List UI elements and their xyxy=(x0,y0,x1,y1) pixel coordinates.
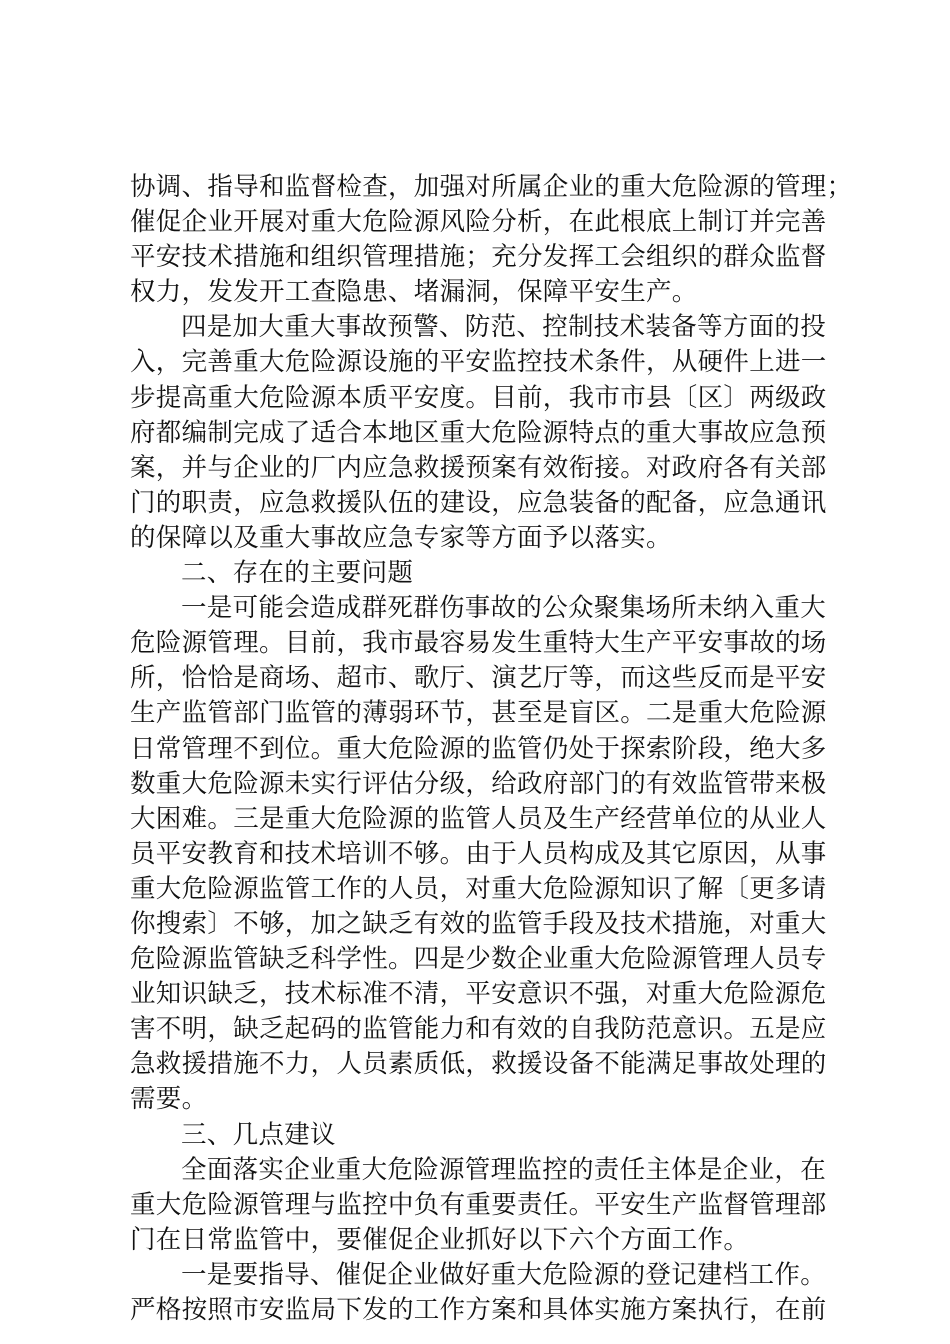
text-line: 全面落实企业重大危险源管理监控的责任主体是企业，在 xyxy=(181,1154,827,1185)
text-line: 协调、指导和监督检查，加强对所属企业的重大危险源的管理； xyxy=(130,172,853,202)
text-line: 数重大危险源未实行评估分级，给政府部门的有效监管带来极 xyxy=(130,768,827,799)
text-line: 急救援措施不力，人员素质低，救援设备不能满足事故处理的 xyxy=(130,1049,827,1080)
text-line: 重大危险源管理与监控中负有重要责任。平安生产监督管理部 xyxy=(130,1189,827,1220)
text-line: 催促企业开展对重大危险源风险分析，在此根底上制订并完善 xyxy=(130,207,827,238)
text-line: 日常管理不到位。重大危险源的监管仍处于探索阶段，绝大多 xyxy=(130,733,827,764)
text-line: 二、存在的主要问题 xyxy=(181,558,414,589)
text-line: 一是可能会造成群死群伤事故的公众聚集场所未纳入重大 xyxy=(181,593,827,624)
text-line: 一是要指导、催促企业做好重大危险源的登记建档工作。 xyxy=(181,1259,827,1290)
text-line: 府都编制完成了适合本地区重大危险源特点的重大事故应急预 xyxy=(130,417,827,448)
text-line: 危险源监管缺乏科学性。四是少数企业重大危险源管理人员专 xyxy=(130,944,827,975)
text-line: 你搜索〕不够，加之缺乏有效的监管手段及技术措施，对重大 xyxy=(130,908,827,939)
text-line: 需要。 xyxy=(130,1084,208,1115)
text-line: 四是加大重大事故预警、防范、控制技术装备等方面的投 xyxy=(181,312,827,343)
text-line: 害不明，缺乏起码的监管能力和有效的自我防范意识。五是应 xyxy=(130,1014,827,1045)
text-line: 员平安教育和技术培训不够。由于人员构成及其它原因，从事 xyxy=(130,838,827,869)
text-line: 入，完善重大危险源设施的平安监控技术条件，从硬件上进一 xyxy=(130,347,827,378)
text-line: 案，并与企业的厂内应急救援预案有效衔接。对政府各有关部 xyxy=(130,452,827,483)
text-line: 步提高重大危险源本质平安度。目前，我市市县〔区〕两级政 xyxy=(130,382,827,413)
text-line: 门的职责，应急救援队伍的建设，应急装备的配备，应急通讯 xyxy=(130,487,827,518)
text-line: 重大危险源监管工作的人员，对重大危险源知识了解〔更多请 xyxy=(130,873,827,904)
text-line: 所，恰恰是商场、超市、歌厅、演艺厅等，而这些反而是平安 xyxy=(130,663,827,694)
text-line: 危险源管理。目前，我市最容易发生重特大生产平安事故的场 xyxy=(130,628,827,659)
text-line: 门在日常监管中，要催促企业抓好以下六个方面工作。 xyxy=(130,1224,750,1255)
text-line: 平安技术措施和组织管理措施；充分发挥工会组织的群众监督 xyxy=(130,242,827,273)
text-line: 生产监管部门监管的薄弱环节，甚至是盲区。二是重大危险源 xyxy=(130,698,827,729)
text-line: 业知识缺乏，技术标准不清，平安意识不强，对重大危险源危 xyxy=(130,979,827,1010)
text-line: 严格按照市安监局下发的工作方案和具体实施方案执行，在前 xyxy=(130,1295,827,1325)
text-line: 的保障以及重大事故应急专家等方面予以落实。 xyxy=(130,522,672,553)
text-line: 权力，发发开工查隐患、堵漏洞，保障平安生产。 xyxy=(130,277,698,308)
text-line: 大困难。三是重大危险源的监管人员及生产经营单位的从业人 xyxy=(130,803,827,834)
text-line: 三、几点建议 xyxy=(181,1119,336,1150)
document-body xyxy=(130,170,853,1328)
